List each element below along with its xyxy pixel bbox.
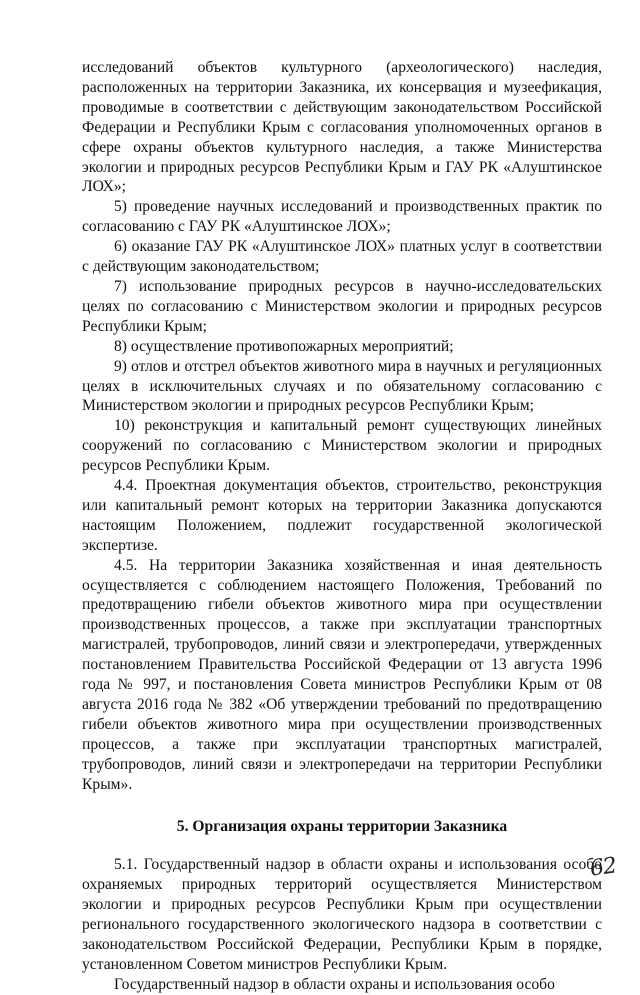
handwritten-page-number: 62	[588, 853, 618, 882]
paragraph-continuation: исследований объектов культурного (археологического) наследия, расположенных на территории Заказника, их консервация и музеефикация, проводимые в соответствии с действующим законодательством Российской Федерации и Республики Крым с согласования уполномоченных органов в сфере охраны объектов культурного наследия, а также Министерства экологии и природных ресурсов Республики Крым и ГАУ РК «Алуштинское ЛОХ»;	[82, 59, 602, 196]
list-item-7: 7) использование природных ресурсов в научно-исследовательских целях по согласованию с Министерством экологии и природных ресурсов Республики Крым;	[82, 277, 602, 335]
list-item-8: 8) осуществление противопожарных мероприятий;	[114, 337, 454, 355]
clause-4-4: 4.4. Проектная документация объектов, строительство, реконструкция или капитальный ремонт которых на территории Заказника допускаются настоящим Положением, подлежит государственной экологической экспертизе.	[82, 477, 602, 554]
document-body	[82, 58, 602, 995]
clause-4-5: 4.5. На территории Заказника хозяйственная и иная деятельность осуществляется с соблюдением настоящего Положения, Требований по предотвращению гибели объектов животного мира при осуществлении производственных процессов, а также при эксплуатации транспортных магистралей, трубопроводов, линий связи и электропередачи, утвержденных постановлением Правительства Российской Федерации от 13 августа 1996 года № 997, и постановления Совета министров Республики Крым от 08 августа 2016 года № 382 «Об утверждении требований по предотвращению гибели объектов животного мира при осуществлении производственных процессов, а также при эксплуатации транспортных магистралей, трубопроводов, линий связи и электропередачи на территории Республики Крым».	[82, 556, 602, 793]
paragraph-truncated: Государственный надзор в области охраны и использования особо	[114, 975, 555, 993]
section-heading: 5. Организация охраны территории Заказника	[176, 817, 508, 835]
list-item-9: 9) отлов и отстрел объектов животного мира в научных и регуляционных целях в исключительных случаях и по обязательному согласованию с Министерством экологии и природных ресурсов Республики Крым;	[82, 357, 602, 415]
list-item-6: 6) оказание ГАУ РК «Алуштинское ЛОХ» платных услуг в соответствии с действующим законодательством;	[82, 238, 602, 276]
clause-5-1: 5.1. Государственный надзор в области охраны и использования особо охраняемых природных территорий осуществляется Министерством экологии и природных ресурсов Республики Крым при осуществлении регионального государственного экологического надзора в соответствии с законодательством Российской Федерации, Республики Крым в порядке, установленном Советом министров Республики Крым.	[82, 856, 602, 973]
list-item-5: 5) проведение научных исследований и производственных практик по согласованию с ГАУ РК «Алуштинское ЛОХ»;	[82, 198, 602, 236]
list-item-10: 10) реконструкция и капитальный ремонт существующих линейных сооружений по согласованию с Министерством экологии и природных ресурсов Республики Крым.	[82, 417, 602, 475]
